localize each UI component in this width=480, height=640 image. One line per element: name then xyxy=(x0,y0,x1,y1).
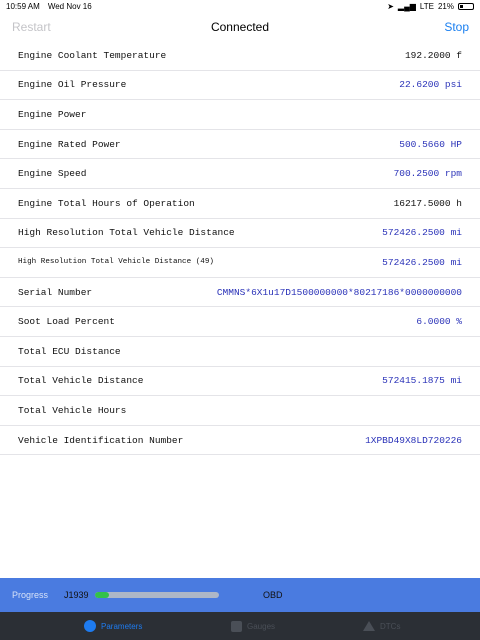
page-title: Connected xyxy=(210,20,270,34)
progress-protocol-obd: OBD xyxy=(263,590,283,600)
battery-icon xyxy=(458,3,474,10)
parameter-row[interactable] xyxy=(0,100,480,130)
battery-percent: 21% xyxy=(437,1,454,11)
parameter-value: 500.5660 HP xyxy=(399,138,462,150)
progress-bar xyxy=(0,578,480,612)
nav-bar xyxy=(0,12,480,42)
network-label: LTE xyxy=(419,1,434,11)
parameter-row[interactable] xyxy=(0,337,480,367)
parameter-value: 1XPBD49X8LD720226 xyxy=(365,434,462,446)
status-bar xyxy=(0,0,480,12)
parameter-name: Engine Power xyxy=(18,108,87,120)
tab-dtcs-label: DTCs xyxy=(380,621,401,631)
parameter-name: Total Vehicle Hours xyxy=(18,404,127,416)
warning-icon xyxy=(363,621,375,631)
tab-gauges-label: Gauges xyxy=(247,621,276,631)
parameter-name: High Resolution Total Vehicle Distance xyxy=(18,227,235,239)
gauges-icon xyxy=(231,621,242,632)
parameter-name: Vehicle Identification Number xyxy=(18,434,184,446)
stop-button[interactable]: Stop xyxy=(444,20,469,34)
parameter-value: 572426.2500 mi xyxy=(382,227,462,239)
tab-bar xyxy=(0,612,480,640)
parameter-name: Total ECU Distance xyxy=(18,345,121,357)
parameter-name: Engine Total Hours of Operation xyxy=(18,197,195,209)
parameter-row[interactable] xyxy=(0,248,480,278)
parameter-value: 700.2500 rpm xyxy=(393,168,462,180)
parameter-name: Engine Rated Power xyxy=(18,138,121,150)
parameter-row[interactable] xyxy=(0,278,480,308)
parameter-name: Soot Load Percent xyxy=(18,316,115,328)
parameter-row[interactable] xyxy=(0,367,480,397)
parameter-name: High Resolution Total Vehicle Distance (49) xyxy=(18,258,214,267)
parameter-row[interactable] xyxy=(0,189,480,219)
parameter-value: 6.0000 % xyxy=(416,316,462,328)
parameter-value: 572415.1875 mi xyxy=(382,375,462,387)
status-date: Wed Nov 16 xyxy=(47,1,92,11)
progress-track xyxy=(95,592,219,598)
parameter-list xyxy=(0,41,480,455)
progress-protocol-j1939: J1939 xyxy=(64,590,89,600)
parameter-row[interactable] xyxy=(0,130,480,160)
parameter-value: 192.2000 f xyxy=(404,49,462,61)
parameter-value: 22.6200 psi xyxy=(399,79,462,91)
parameter-name: Serial Number xyxy=(18,286,93,298)
parameter-row[interactable] xyxy=(0,426,480,456)
status-left xyxy=(6,2,92,11)
tab-parameters[interactable] xyxy=(84,620,142,632)
parameter-row[interactable] xyxy=(0,71,480,101)
tab-gauges[interactable] xyxy=(231,621,275,632)
parameter-value: 16217.5000 h xyxy=(393,197,462,209)
parameter-value: 572426.2500 mi xyxy=(382,256,462,268)
parameter-row[interactable] xyxy=(0,159,480,189)
parameter-name: Total Vehicle Distance xyxy=(18,375,144,387)
location-icon: ➤ xyxy=(387,1,394,11)
restart-button[interactable]: Restart xyxy=(12,20,51,34)
progress-fill xyxy=(95,592,109,598)
tab-dtcs[interactable] xyxy=(363,621,400,631)
parameters-icon xyxy=(84,620,96,632)
parameter-name: Engine Coolant Temperature xyxy=(18,49,167,61)
parameter-value: CMMNS*6X1u17D1500000000*80217186*0000000000 xyxy=(216,286,462,298)
status-right xyxy=(387,2,474,11)
parameter-row[interactable] xyxy=(0,307,480,337)
parameter-row[interactable] xyxy=(0,396,480,426)
status-time: 10:59 AM xyxy=(6,1,40,11)
parameter-row[interactable] xyxy=(0,219,480,249)
parameter-name: Engine Oil Pressure xyxy=(18,79,127,91)
tab-parameters-label: Parameters xyxy=(101,621,143,631)
parameter-row[interactable] xyxy=(0,41,480,71)
progress-label: Progress xyxy=(12,590,49,600)
parameter-name: Engine Speed xyxy=(18,168,87,180)
signal-icon: ▂▄▆ xyxy=(397,1,416,11)
